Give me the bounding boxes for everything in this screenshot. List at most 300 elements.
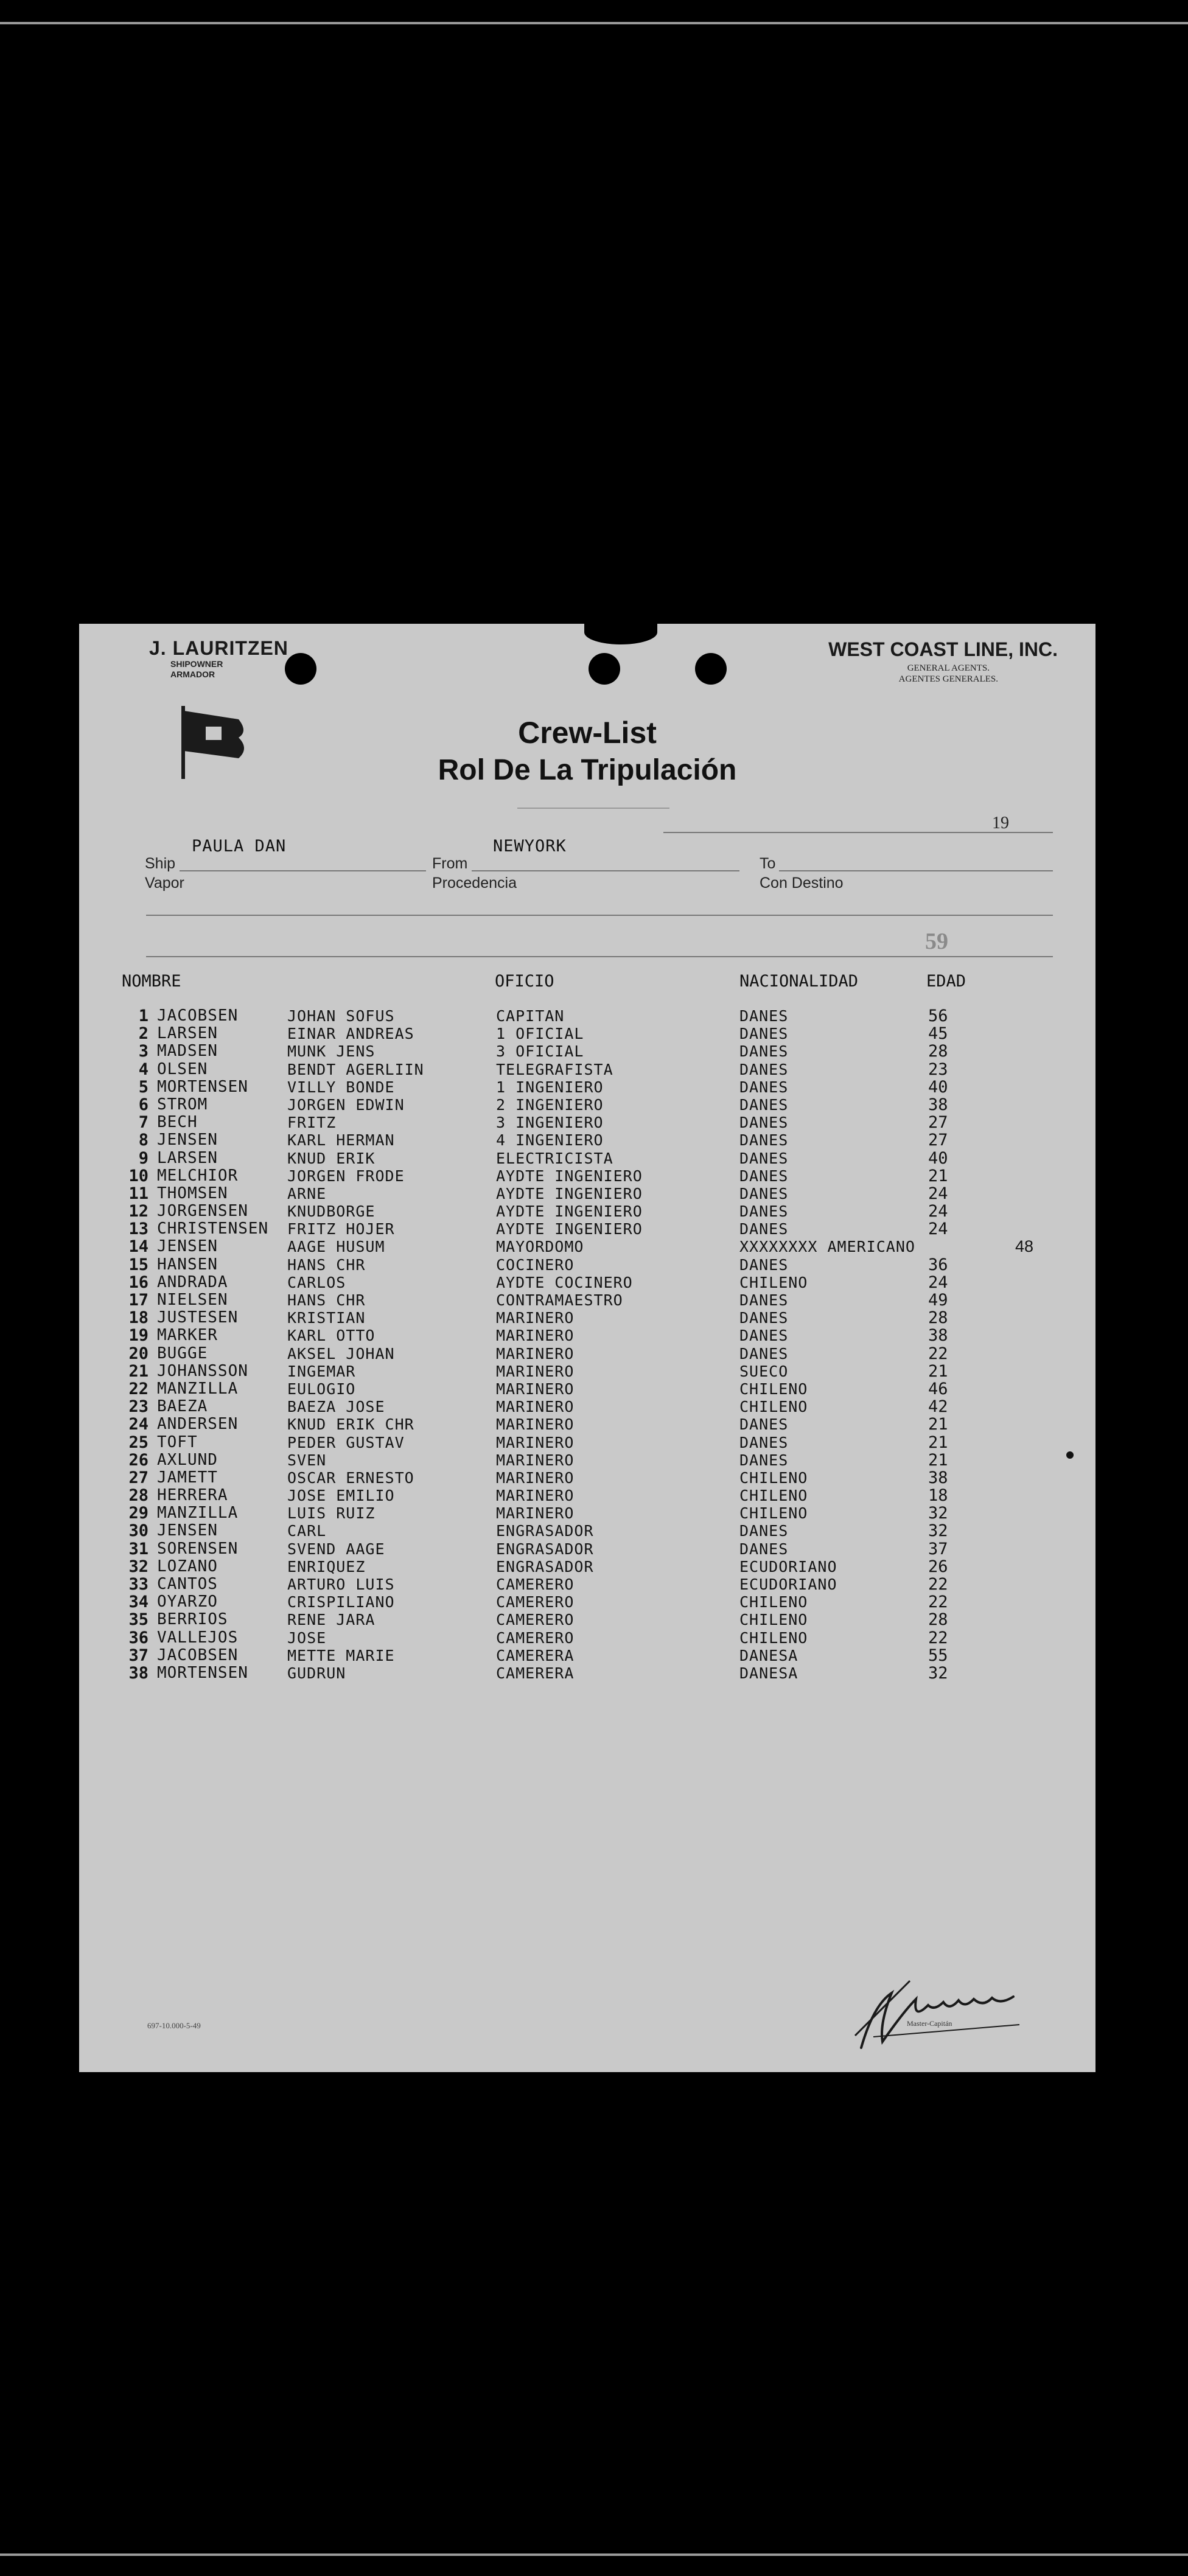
divider-line bbox=[146, 956, 1053, 957]
procedencia-label: Procedencia bbox=[432, 874, 517, 892]
crew-edad: 32 bbox=[928, 1521, 948, 1541]
crew-edad: 21 bbox=[928, 1166, 948, 1185]
crew-oficio: MARINERO bbox=[496, 1415, 575, 1434]
crew-given-name: LUIS RUIZ bbox=[287, 1504, 376, 1523]
crew-given-name: ARNE bbox=[287, 1184, 327, 1202]
crew-row bbox=[79, 1345, 1095, 1363]
crew-oficio: 3 OFICIAL bbox=[496, 1042, 584, 1061]
crew-edad: 22 bbox=[928, 1628, 948, 1647]
crew-number: 12 bbox=[128, 1202, 148, 1221]
crew-given-name: METTE MARIE bbox=[287, 1646, 395, 1664]
crew-nacionalidad: DANES bbox=[739, 1042, 789, 1061]
crew-nacionalidad: DANES bbox=[739, 1309, 789, 1327]
crew-row bbox=[79, 1434, 1095, 1451]
crew-nacionalidad: DANES bbox=[739, 1095, 789, 1114]
crew-nacionalidad: CHILENO bbox=[739, 1468, 808, 1487]
crew-oficio: AYDTE INGENIERO bbox=[496, 1184, 643, 1202]
crew-oficio: MARINERO bbox=[496, 1362, 575, 1380]
punch-hole bbox=[695, 653, 727, 685]
crew-edad: 27 bbox=[928, 1113, 948, 1133]
con-destino-label: Con Destino bbox=[760, 874, 844, 892]
crew-oficio: AYDTE COCINERO bbox=[496, 1273, 633, 1291]
crew-edad: 45 bbox=[928, 1024, 948, 1044]
crew-given-name: AKSEL JOHAN bbox=[287, 1344, 395, 1363]
crew-nacionalidad: CHILENO bbox=[739, 1380, 808, 1398]
title-divider bbox=[517, 808, 669, 809]
crew-number: 5 bbox=[138, 1077, 148, 1097]
owner-subtitle-en: SHIPOWNER bbox=[170, 659, 223, 669]
crew-row bbox=[79, 1664, 1095, 1682]
crew-row bbox=[79, 1398, 1095, 1415]
crew-given-name: RENE JARA bbox=[287, 1611, 376, 1629]
owner-name: J. LAURITZEN bbox=[149, 637, 288, 659]
crew-edad: 42 bbox=[928, 1397, 948, 1417]
crew-surname: ANDRADA bbox=[157, 1272, 228, 1291]
crew-oficio: MARINERO bbox=[496, 1451, 575, 1469]
col-header-nombre: NOMBRE bbox=[122, 972, 181, 991]
crew-row bbox=[79, 1256, 1095, 1274]
signature-image bbox=[837, 1969, 1038, 2060]
crew-edad: 21 bbox=[928, 1433, 948, 1452]
crew-surname: JORGENSEN bbox=[157, 1202, 248, 1221]
crew-nacionalidad: DANES bbox=[739, 1433, 789, 1451]
crew-row bbox=[79, 1274, 1095, 1291]
crew-nacionalidad: DANES bbox=[739, 1007, 789, 1025]
crew-surname: MANZILLA bbox=[157, 1379, 239, 1398]
crew-oficio: CONTRAMAESTRO bbox=[496, 1291, 623, 1309]
crew-surname: THOMSEN bbox=[157, 1184, 228, 1202]
crew-nacionalidad: DANESA bbox=[739, 1664, 798, 1682]
crew-edad: 40 bbox=[928, 1077, 948, 1097]
crew-number: 2 bbox=[138, 1024, 148, 1044]
crew-row bbox=[79, 1309, 1095, 1327]
crew-surname: HANSEN bbox=[157, 1255, 218, 1274]
crew-edad: 36 bbox=[928, 1255, 948, 1274]
crew-number: 3 bbox=[138, 1042, 148, 1061]
crew-row bbox=[79, 1167, 1095, 1185]
crew-oficio: 2 INGENIERO bbox=[496, 1095, 604, 1114]
crew-row bbox=[79, 1327, 1095, 1344]
crew-nacionalidad: DANES bbox=[739, 1078, 789, 1096]
crew-oficio: AYDTE INGENIERO bbox=[496, 1167, 643, 1185]
punch-hole bbox=[589, 653, 620, 685]
crew-nacionalidad: ECUDORIANO bbox=[739, 1576, 837, 1593]
crew-nacionalidad: DANES bbox=[739, 1060, 789, 1078]
crew-given-name: KARL OTTO bbox=[287, 1327, 376, 1345]
crew-edad: 37 bbox=[928, 1539, 948, 1559]
crew-nacionalidad: CHILENO bbox=[739, 1504, 808, 1523]
crew-oficio: TELEGRAFISTA bbox=[496, 1060, 613, 1078]
crew-given-name: SVEND AAGE bbox=[287, 1540, 385, 1558]
crew-nacionalidad: DANES bbox=[739, 1291, 789, 1309]
crew-oficio: MARINERO bbox=[496, 1309, 575, 1327]
crew-oficio: AYDTE INGENIERO bbox=[496, 1220, 643, 1238]
crew-oficio: 1 OFICIAL bbox=[496, 1025, 584, 1043]
crew-edad: 32 bbox=[928, 1663, 948, 1683]
agent-name: WEST COAST LINE, INC. bbox=[828, 638, 1058, 660]
print-code: 697-10.000-5-49 bbox=[147, 2021, 201, 2030]
crew-number: 20 bbox=[128, 1344, 148, 1363]
from-value: NEWYORK bbox=[493, 837, 567, 856]
crew-nacionalidad: DANES bbox=[739, 1220, 789, 1238]
crew-given-name: JOHAN SOFUS bbox=[287, 1007, 395, 1025]
top-border-line bbox=[0, 22, 1188, 24]
crew-surname: BAEZA bbox=[157, 1397, 208, 1416]
crew-given-name: CRISPILIANO bbox=[287, 1593, 395, 1611]
from-underline bbox=[472, 870, 739, 871]
crew-oficio: ELECTRICISTA bbox=[496, 1149, 613, 1167]
crew-edad: 24 bbox=[928, 1202, 948, 1221]
crew-surname: JOHANSSON bbox=[157, 1361, 248, 1380]
divider-line bbox=[146, 915, 1053, 916]
crew-row bbox=[79, 1593, 1095, 1611]
crew-given-name: INGEMAR bbox=[287, 1362, 356, 1380]
crew-nacionalidad: DANES bbox=[739, 1327, 789, 1345]
crew-oficio: MARINERO bbox=[496, 1487, 575, 1505]
crew-surname: BECH bbox=[157, 1113, 198, 1132]
crew-number: 21 bbox=[128, 1361, 148, 1381]
crew-number: 19 bbox=[128, 1326, 148, 1346]
crew-given-name: KNUDBORGE bbox=[287, 1202, 376, 1221]
crew-row bbox=[79, 1096, 1095, 1114]
crew-edad: 28 bbox=[928, 1610, 948, 1630]
crew-surname: CANTOS bbox=[157, 1575, 218, 1593]
crew-surname: LOZANO bbox=[157, 1557, 218, 1576]
crew-surname: CHRISTENSEN bbox=[157, 1220, 269, 1238]
crew-number: 6 bbox=[138, 1095, 148, 1114]
crew-oficio: MAYORDOMO bbox=[496, 1238, 584, 1256]
crew-edad: 28 bbox=[928, 1308, 948, 1328]
crew-number: 36 bbox=[128, 1628, 148, 1647]
crew-surname: MORTENSEN bbox=[157, 1663, 248, 1682]
crew-surname: JACOBSEN bbox=[157, 1646, 239, 1664]
crew-given-name: JORGEN EDWIN bbox=[287, 1095, 405, 1114]
crew-edad: 56 bbox=[928, 1007, 948, 1025]
crew-given-name: GUDRUN bbox=[287, 1664, 346, 1682]
crew-number: 11 bbox=[128, 1184, 148, 1203]
crew-oficio: CAMERERA bbox=[496, 1646, 575, 1664]
crew-nacionalidad: CHILENO bbox=[739, 1273, 808, 1291]
crew-number: 7 bbox=[138, 1113, 148, 1133]
crew-number: 31 bbox=[128, 1539, 148, 1559]
crew-surname: STROM bbox=[157, 1095, 208, 1114]
crew-row bbox=[79, 1469, 1095, 1487]
crew-given-name: FRITZ HOJER bbox=[287, 1220, 395, 1238]
stamp-number: 59 bbox=[925, 929, 948, 954]
crew-given-name: BENDT AGERLIIN bbox=[287, 1060, 424, 1078]
crew-number: 18 bbox=[128, 1308, 148, 1328]
crew-number: 17 bbox=[128, 1291, 148, 1310]
crew-surname: JENSEN bbox=[157, 1131, 218, 1150]
crew-number: 24 bbox=[128, 1415, 148, 1434]
crew-surname: VALLEJOS bbox=[157, 1628, 239, 1647]
crew-nacionalidad: DANES bbox=[739, 1167, 789, 1185]
crew-number: 1 bbox=[138, 1007, 148, 1025]
crew-given-name: ARTURO LUIS bbox=[287, 1576, 395, 1593]
crew-given-name: FRITZ bbox=[287, 1114, 337, 1132]
ship-label: Ship bbox=[145, 855, 176, 872]
crew-row bbox=[79, 1647, 1095, 1664]
crew-number: 23 bbox=[128, 1397, 148, 1417]
crew-oficio: COCINERO bbox=[496, 1255, 575, 1274]
crew-number: 33 bbox=[128, 1575, 148, 1594]
crew-number: 8 bbox=[138, 1131, 148, 1150]
crew-surname: ANDERSEN bbox=[157, 1415, 239, 1434]
crew-number: 30 bbox=[128, 1521, 148, 1541]
crew-row bbox=[79, 1185, 1095, 1202]
from-label: From bbox=[432, 855, 468, 872]
crew-nacionalidad: DANES bbox=[739, 1131, 789, 1150]
crew-row bbox=[79, 1238, 1095, 1255]
crew-row bbox=[79, 1611, 1095, 1628]
date-year-prefix: 19 bbox=[992, 814, 1009, 832]
crew-number: 14 bbox=[128, 1237, 148, 1257]
crew-oficio: MARINERO bbox=[496, 1398, 575, 1416]
crew-surname: JAMETT bbox=[157, 1468, 218, 1487]
crew-number: 26 bbox=[128, 1450, 148, 1470]
crew-number: 9 bbox=[138, 1148, 148, 1168]
crew-given-name: BAEZA JOSE bbox=[287, 1398, 385, 1416]
crew-given-name: VILLY BONDE bbox=[287, 1078, 395, 1096]
crew-edad: 24 bbox=[928, 1220, 948, 1239]
crew-number: 34 bbox=[128, 1593, 148, 1612]
crew-row bbox=[79, 1220, 1095, 1238]
title-crew-list: Crew-List bbox=[518, 716, 657, 750]
crew-number: 38 bbox=[128, 1663, 148, 1683]
crew-edad: 24 bbox=[928, 1272, 948, 1292]
crew-surname: MANZILLA bbox=[157, 1504, 239, 1523]
crew-row bbox=[79, 1114, 1095, 1131]
crew-given-name: CARL bbox=[287, 1522, 327, 1540]
crew-given-name: KARL HERMAN bbox=[287, 1131, 395, 1150]
crew-number: 13 bbox=[128, 1220, 148, 1239]
title-rol-tripulacion: Rol De La Tripulación bbox=[438, 754, 737, 786]
crew-oficio: 1 INGENIERO bbox=[496, 1078, 604, 1096]
crew-nacionalidad: DANES bbox=[739, 1522, 789, 1540]
crew-surname: OLSEN bbox=[157, 1059, 208, 1078]
crew-oficio: ENGRASADOR bbox=[496, 1557, 594, 1576]
crew-oficio: MARINERO bbox=[496, 1344, 575, 1363]
crew-surname: BUGGE bbox=[157, 1344, 208, 1363]
crew-surname: BERRIOS bbox=[157, 1610, 228, 1629]
crew-row bbox=[79, 1576, 1095, 1593]
crew-number: 10 bbox=[128, 1166, 148, 1185]
crew-nacionalidad: SUECO bbox=[739, 1362, 789, 1380]
vapor-label: Vapor bbox=[145, 874, 184, 892]
crew-edad: 22 bbox=[928, 1344, 948, 1363]
crew-number: 28 bbox=[128, 1486, 148, 1506]
col-header-oficio: OFICIO bbox=[495, 972, 554, 991]
crew-surname: JACOBSEN bbox=[157, 1007, 239, 1025]
crew-oficio: CAMERERO bbox=[496, 1628, 575, 1647]
crew-nacionalidad: XXXXXXXX AMERICANO bbox=[739, 1238, 915, 1256]
crew-number: 32 bbox=[128, 1557, 148, 1576]
crew-row bbox=[79, 1504, 1095, 1522]
crew-nacionalidad: DANES bbox=[739, 1415, 789, 1434]
crew-row bbox=[79, 1629, 1095, 1647]
crew-oficio: MARINERO bbox=[496, 1380, 575, 1398]
crew-edad: 55 bbox=[928, 1646, 948, 1665]
crew-oficio: MARINERO bbox=[496, 1327, 575, 1345]
crew-oficio: MARINERO bbox=[496, 1468, 575, 1487]
crew-surname: SORENSEN bbox=[157, 1539, 239, 1558]
crew-nacionalidad: CHILENO bbox=[739, 1611, 808, 1629]
crew-extra-age: 48 bbox=[1015, 1237, 1034, 1256]
crew-nacionalidad: CHILENO bbox=[739, 1628, 808, 1647]
ship-value: PAULA DAN bbox=[192, 837, 287, 856]
crew-nacionalidad: CHILENO bbox=[739, 1398, 808, 1416]
crew-given-name: AAGE HUSUM bbox=[287, 1238, 385, 1256]
crew-surname: MORTENSEN bbox=[157, 1077, 248, 1096]
crew-given-name: JORGEN FRODE bbox=[287, 1167, 405, 1185]
crew-oficio: CAPITAN bbox=[496, 1007, 565, 1025]
crew-edad: 32 bbox=[928, 1504, 948, 1523]
crew-nacionalidad: DANES bbox=[739, 1540, 789, 1558]
crew-row bbox=[79, 1415, 1095, 1433]
crew-oficio: CAMERERA bbox=[496, 1664, 575, 1682]
crew-nacionalidad: DANES bbox=[739, 1202, 789, 1221]
crew-row bbox=[79, 1025, 1095, 1042]
bottom-border-line bbox=[0, 2553, 1188, 2556]
crew-edad: 28 bbox=[928, 1042, 948, 1061]
crew-row bbox=[79, 1131, 1095, 1149]
crew-nacionalidad: DANES bbox=[739, 1255, 789, 1274]
crew-nacionalidad: DANESA bbox=[739, 1646, 798, 1664]
crew-given-name: KNUD ERIK bbox=[287, 1149, 376, 1167]
crew-nacionalidad: DANES bbox=[739, 1149, 789, 1167]
crew-surname: LARSEN bbox=[157, 1024, 218, 1043]
crew-edad: 21 bbox=[928, 1361, 948, 1381]
owner-subtitle-es: ARMADOR bbox=[170, 669, 215, 679]
crew-row bbox=[79, 1042, 1095, 1060]
crew-nacionalidad: DANES bbox=[739, 1344, 789, 1363]
crew-given-name: OSCAR ERNESTO bbox=[287, 1468, 414, 1487]
crew-number: 15 bbox=[128, 1255, 148, 1274]
crew-edad: 18 bbox=[928, 1486, 948, 1506]
ship-underline bbox=[180, 870, 426, 871]
crew-surname: JENSEN bbox=[157, 1237, 218, 1256]
crew-surname: TOFT bbox=[157, 1433, 198, 1451]
crew-row bbox=[79, 1540, 1095, 1558]
crew-oficio: 3 INGENIERO bbox=[496, 1114, 604, 1132]
crew-given-name: SVEN bbox=[287, 1451, 327, 1469]
crew-oficio: MARINERO bbox=[496, 1433, 575, 1451]
crew-edad: 23 bbox=[928, 1059, 948, 1079]
crew-edad: 24 bbox=[928, 1184, 948, 1203]
crew-row bbox=[79, 1061, 1095, 1078]
crew-edad: 46 bbox=[928, 1379, 948, 1398]
crew-row bbox=[79, 1291, 1095, 1309]
crew-edad: 49 bbox=[928, 1291, 948, 1310]
crew-oficio: ENGRASADOR bbox=[496, 1522, 594, 1540]
crew-nacionalidad: DANES bbox=[739, 1184, 789, 1202]
crew-number: 4 bbox=[138, 1059, 148, 1079]
crew-given-name: EULOGIO bbox=[287, 1380, 356, 1398]
crew-surname: JUSTESEN bbox=[157, 1308, 239, 1327]
agent-subtitle bbox=[899, 663, 998, 685]
crew-surname: AXLUND bbox=[157, 1450, 218, 1469]
crew-nacionalidad: CHILENO bbox=[739, 1593, 808, 1611]
to-label: To bbox=[760, 855, 776, 872]
crew-given-name: PEDER GUSTAV bbox=[287, 1433, 405, 1451]
crew-given-name: KRISTIAN bbox=[287, 1309, 366, 1327]
crew-surname: LARSEN bbox=[157, 1148, 218, 1167]
crew-row bbox=[79, 1487, 1095, 1504]
crew-edad: 22 bbox=[928, 1593, 948, 1612]
master-label: Master-Capitán bbox=[907, 2019, 952, 2028]
crew-surname: NIELSEN bbox=[157, 1291, 228, 1309]
crew-number: 25 bbox=[128, 1433, 148, 1452]
crew-number: 16 bbox=[128, 1272, 148, 1292]
crew-given-name: CARLOS bbox=[287, 1273, 346, 1291]
crew-number: 27 bbox=[128, 1468, 148, 1487]
crew-nacionalidad: DANES bbox=[739, 1114, 789, 1132]
crew-table bbox=[79, 1007, 1095, 1682]
agent-subtitle-es: AGENTES GENERALES. bbox=[898, 674, 998, 684]
crew-edad: 38 bbox=[928, 1326, 948, 1346]
col-header-edad: EDAD bbox=[926, 972, 966, 991]
crew-given-name: JOSE EMILIO bbox=[287, 1487, 395, 1505]
crew-nacionalidad: CHILENO bbox=[739, 1487, 808, 1505]
crew-oficio: 4 INGENIERO bbox=[496, 1131, 604, 1150]
crew-surname: MELCHIOR bbox=[157, 1166, 239, 1185]
crew-nacionalidad: DANES bbox=[739, 1025, 789, 1043]
crew-given-name: HANS CHR bbox=[287, 1291, 366, 1309]
crew-row bbox=[79, 1150, 1095, 1167]
crew-oficio: CAMERERO bbox=[496, 1576, 575, 1593]
crew-row bbox=[79, 1451, 1095, 1469]
crew-list-document bbox=[79, 624, 1095, 2072]
crew-edad: 21 bbox=[928, 1450, 948, 1470]
torn-edge bbox=[584, 624, 657, 644]
crew-given-name: EINAR ANDREAS bbox=[287, 1025, 414, 1043]
crew-surname: JENSEN bbox=[157, 1521, 218, 1540]
crew-surname: MADSEN bbox=[157, 1042, 218, 1061]
crew-oficio: CAMERERO bbox=[496, 1611, 575, 1629]
crew-edad: 38 bbox=[928, 1468, 948, 1487]
crew-edad: 26 bbox=[928, 1557, 948, 1576]
crew-row bbox=[79, 1202, 1095, 1220]
crew-oficio: ENGRASADOR bbox=[496, 1540, 594, 1558]
crew-given-name: KNUD ERIK CHR bbox=[287, 1415, 414, 1434]
crew-oficio: AYDTE INGENIERO bbox=[496, 1202, 643, 1221]
crew-given-name: MUNK JENS bbox=[287, 1042, 376, 1061]
crew-row bbox=[79, 1558, 1095, 1576]
to-underline bbox=[779, 870, 1053, 871]
crew-surname: OYARZO bbox=[157, 1593, 218, 1611]
crew-edad: 40 bbox=[928, 1148, 948, 1168]
crew-number: 22 bbox=[128, 1379, 148, 1398]
crew-given-name: JOSE bbox=[287, 1628, 327, 1647]
crew-row bbox=[79, 1363, 1095, 1380]
crew-row bbox=[79, 1078, 1095, 1096]
crew-row bbox=[79, 1522, 1095, 1540]
col-header-nacionalidad: NACIONALIDAD bbox=[739, 972, 859, 991]
crew-oficio: CAMERERO bbox=[496, 1593, 575, 1611]
owner-subtitle bbox=[170, 659, 223, 680]
crew-nacionalidad: ECUDORIANO bbox=[739, 1557, 837, 1576]
crew-row bbox=[79, 1380, 1095, 1398]
crew-given-name: HANS CHR bbox=[287, 1255, 366, 1274]
crew-oficio: MARINERO bbox=[496, 1504, 575, 1523]
agent-subtitle-en: GENERAL AGENTS. bbox=[907, 663, 990, 673]
punch-hole bbox=[285, 653, 316, 685]
crew-edad: 22 bbox=[928, 1575, 948, 1594]
crew-row bbox=[79, 1007, 1095, 1025]
crew-nacionalidad: DANES bbox=[739, 1451, 789, 1469]
crew-number: 29 bbox=[128, 1504, 148, 1523]
crew-edad: 27 bbox=[928, 1131, 948, 1150]
